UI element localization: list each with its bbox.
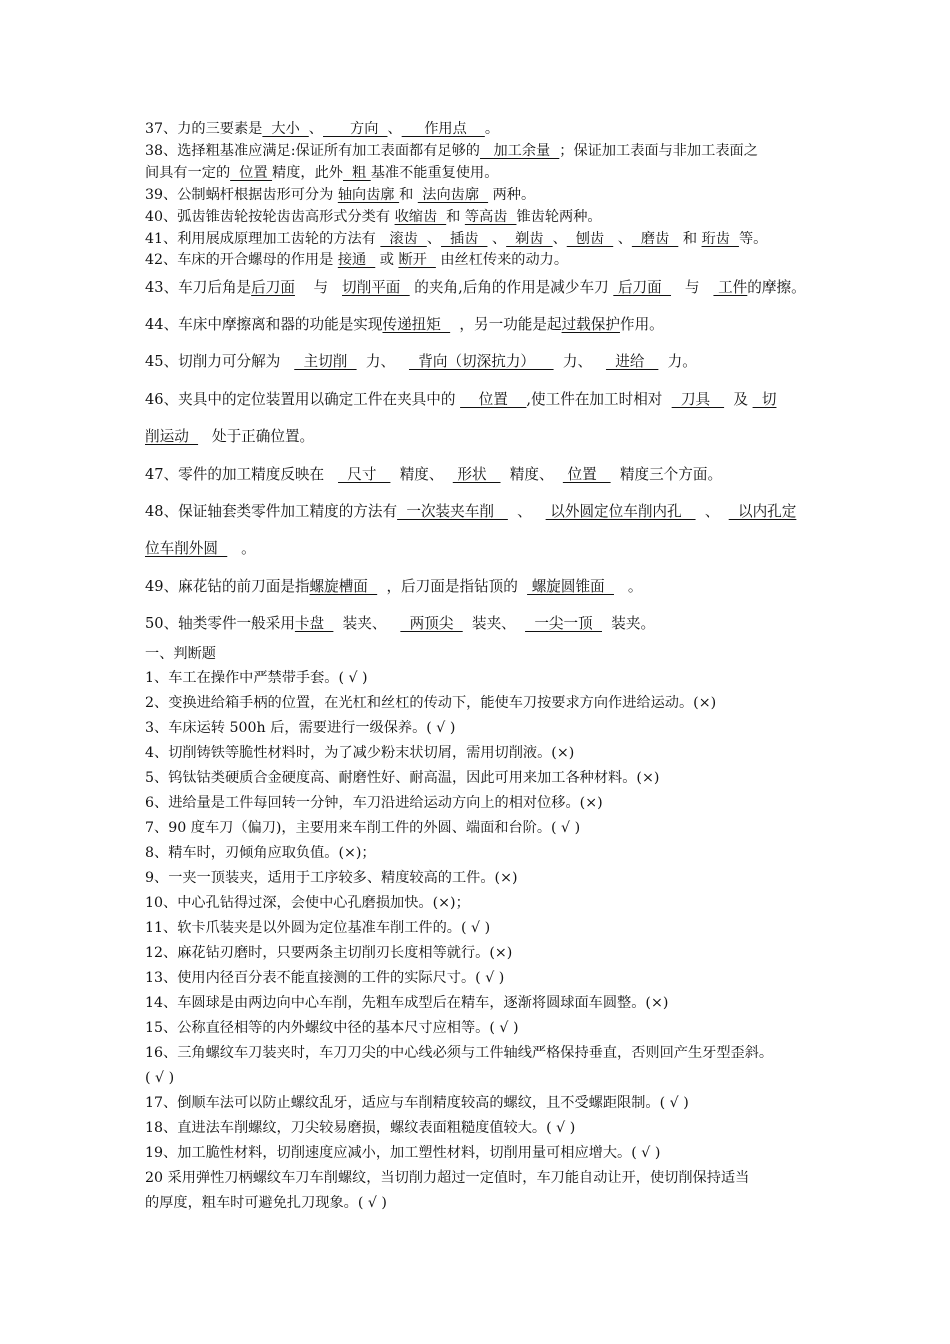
text-line [145, 163, 865, 183]
text-segment: 和 [678, 231, 702, 247]
text-segment: ，另一功能是起 [450, 316, 562, 333]
text-line [145, 119, 865, 139]
text-segment: 装夹、 [462, 615, 526, 632]
text-segment: 14、车圆球是由两边向中心车削，先粗车成型后在精车，逐渐将圆球面车圆整。(×) [145, 995, 669, 1011]
answer-blank: 后刀面 [613, 279, 672, 296]
text-segment: 及 [724, 391, 753, 408]
answer-blank: 两顶尖 [400, 615, 463, 632]
text-segment: 13、使用内径百分表不能直接测的工件的实际尺寸。( √ ) [145, 970, 505, 986]
text-segment: 、 [507, 503, 546, 520]
text-segment: 48、保证轴套类零件加工精度的方法有 [145, 503, 398, 520]
text-segment: 精度、 [500, 466, 563, 483]
text-segment: 。 [484, 121, 500, 137]
text-line [145, 427, 865, 447]
text-segment: 由丝杠传来的动力。 [435, 252, 569, 268]
text-segment: 1、车工在操作中严禁带手套。( √ ) [145, 670, 368, 686]
answer-blank: 珩齿 [701, 231, 739, 247]
text-line [145, 278, 865, 298]
text-line [145, 390, 865, 410]
text-segment: ；保证加工表面与非加工表面之 [559, 143, 758, 159]
text-line [145, 868, 865, 888]
text-segment: 7、90 度车刀（偏刀)，主要用来车削工件的外圆、端面和台阶。( √ ) [145, 820, 581, 836]
answer-blank: 削运动 [145, 428, 199, 445]
text-segment: 40、弧齿锥齿轮按轮齿齿高形式分类有 [145, 209, 395, 225]
answer-blank: 接通 [337, 252, 376, 268]
text-line [145, 229, 865, 249]
text-line [145, 352, 865, 372]
text-segment: 50、轴类零件一般采用 [145, 615, 295, 632]
text-segment: 49、麻花钻的前刀面是指 [145, 578, 310, 595]
text-segment: 4、切削铸铁等脆性材料时，为了减少粉末状切屑，需用切削液。(×) [145, 745, 575, 761]
text-line [145, 185, 865, 205]
text-line [145, 893, 865, 913]
text-segment: 17、倒顺车法可以防止螺纹乱牙，适应与车削精度较高的螺纹，且不受螺距限制。( √ ) [145, 1095, 689, 1111]
text-segment: 力、 [356, 353, 409, 370]
answer-blank: 大小 [262, 121, 309, 137]
answer-blank: 位置 [562, 466, 611, 483]
answer-blank: 以外圆定位车削内孔 [545, 503, 696, 520]
text-segment: 5、钨钛钴类硬质合金硬度高、耐磨性好、耐高温，因此可用来加工各种材料。(×) [145, 770, 660, 786]
text-line [145, 1193, 865, 1213]
text-line [145, 614, 865, 634]
text-line [145, 1118, 865, 1138]
text-line [145, 1018, 865, 1038]
text-segment: 16、三角螺纹车刀装夹时，车刀刀尖的中心线必须与工件轴线严格保持垂直，否则回产生牙型歪斜。 [145, 1045, 774, 1061]
text-segment: 、 [552, 231, 567, 247]
text-segment: 、 [426, 231, 442, 247]
text-line [145, 644, 865, 664]
text-segment: 47、零件的加工精度反映在 [145, 466, 339, 483]
answer-blank: 后刀面 [251, 279, 295, 296]
text-line [145, 250, 865, 270]
answer-blank: 刀具 [671, 391, 725, 408]
text-segment: 3、车床运转 500h 后，需要进行一级保养。( √ ) [145, 720, 456, 736]
answer-blank: 位车削外圆 [145, 540, 228, 557]
text-segment: 、 [613, 231, 632, 247]
answer-blank: 插齿 [441, 231, 488, 247]
text-segment: 和 [446, 209, 465, 225]
answer-blank: 螺旋槽面 [309, 578, 378, 595]
answer-blank: 收缩齿 [394, 209, 447, 225]
text-segment: 。 [613, 578, 643, 595]
text-line [145, 1168, 865, 1188]
text-line [145, 918, 865, 938]
answer-blank: 主切削 [294, 353, 357, 370]
text-segment: 42、车床的开合螺母的作用是 [145, 252, 338, 268]
text-segment: 10、中心孔钻得过深，会使中心孔磨损加快。(×)； [145, 895, 470, 911]
text-segment: 15、公称直径相等的内外螺纹中径的基本尺寸应相等。( √ ) [145, 1020, 519, 1036]
text-line [145, 207, 865, 227]
text-line [145, 718, 865, 738]
answer-blank: 剃齿 [506, 231, 553, 247]
text-segment: 37、力的三要素是 [145, 121, 263, 137]
text-segment: 20 采用弹性刀柄螺纹车刀车削螺纹，当切削力超过一定值时，车刀能自动让开，使切削保持适当 [145, 1170, 750, 1186]
text-segment: 处于正确位置。 [198, 428, 315, 445]
text-segment: 作用。 [619, 316, 664, 333]
answer-blank: 传递扭矩 [382, 316, 451, 333]
text-segment: 的夹角,后角的作用是减少车刀 [409, 279, 614, 296]
answer-blank: 加工余量 [479, 143, 560, 159]
text-line [145, 577, 865, 597]
text-line [145, 843, 865, 863]
text-segment: 间具有一定的 [145, 165, 231, 181]
text-segment: 力。 [658, 353, 697, 370]
answer-blank: 尺寸 [338, 466, 391, 483]
answer-blank: 进给 [605, 353, 659, 370]
text-segment: 装夹、 [333, 615, 401, 632]
answer-blank: 螺旋圆锥面 [527, 578, 614, 595]
text-line [145, 743, 865, 763]
answer-blank: 滚齿 [380, 231, 427, 247]
text-segment: ,使工件在加工时相对 [526, 391, 672, 408]
text-line [145, 539, 865, 559]
answer-blank: 一尖一顶 [525, 615, 602, 632]
text-segment: 8、精车时，刃倾角应取负值。(×)； [145, 845, 376, 861]
text-segment: 基准不能重复使用。 [370, 165, 499, 181]
text-segment: 46、夹具中的定位装置用以确定工件在夹具中的 [145, 391, 461, 408]
text-segment: 精度，此外 [272, 165, 343, 181]
text-segment: 装夹。 [602, 615, 656, 632]
answer-blank: 位置 [460, 391, 527, 408]
answer-blank: 以内孔定 [728, 503, 797, 520]
text-line [145, 793, 865, 813]
text-segment: 精度、 [390, 466, 453, 483]
text-segment: 39、公制蜗杆根据齿形可分为 [145, 187, 338, 203]
text-line [145, 315, 865, 335]
text-segment: 两种。 [488, 187, 536, 203]
answer-blank: 轴向齿廓 [337, 187, 400, 203]
text-line [145, 693, 865, 713]
answer-blank: 位置 [230, 165, 273, 181]
text-line [145, 968, 865, 988]
text-segment: 和 [399, 187, 418, 203]
text-line [145, 141, 865, 161]
text-segment: 与 [671, 279, 714, 296]
text-line [145, 668, 865, 688]
answer-blank: 形状 [452, 466, 501, 483]
text-segment: 、 [695, 503, 729, 520]
text-line [145, 943, 865, 963]
text-segment: 精度三个方面。 [610, 466, 723, 483]
answer-blank: 背向（切深抗力） [408, 353, 554, 370]
text-segment: 锥齿轮两种。 [516, 209, 602, 225]
answer-blank: 等高齿 [464, 209, 517, 225]
answer-blank: 一次装夹车削 [397, 503, 508, 520]
answer-blank: 切削平面 [342, 279, 410, 296]
answer-blank: 粗 [343, 165, 371, 181]
text-segment: 一、判断题 [145, 646, 216, 662]
text-segment: 38、选择粗基准应满足:保证所有加工表面都有足够的 [145, 143, 480, 159]
answer-blank: 工件 [713, 279, 748, 296]
answer-blank: 断开 [398, 252, 436, 268]
text-segment: 9、一夹一顶装夹，适用于工序较多、精度较高的工件。(×) [145, 870, 518, 886]
text-line [145, 993, 865, 1013]
text-segment: 等。 [738, 231, 768, 247]
text-line [145, 1068, 865, 1088]
text-segment: 41、利用展成原理加工齿轮的方法有 [145, 231, 381, 247]
text-segment: 12、麻花钻刃磨时，只要两条主切削刃长度相等就行。(×) [145, 945, 513, 961]
text-segment: 6、进给量是工件每回转一分钟，车刀沿进给运动方向上的相对位移。(×) [145, 795, 603, 811]
answer-blank: 磨齿 [631, 231, 679, 247]
text-line [145, 768, 865, 788]
answer-blank: 卡盘 [294, 615, 334, 632]
text-segment: 、 [308, 121, 323, 137]
text-segment: 。 [227, 540, 256, 557]
text-segment: 43、车刀后角是 [145, 279, 252, 296]
text-segment: 19、加工脆性材料，切削速度应减小，加工塑性材料，切削用量可相应增大。( √ ) [145, 1145, 661, 1161]
text-line [145, 1143, 865, 1163]
text-segment: 44、车床中摩擦离和器的功能是实现 [145, 316, 383, 333]
text-segment: 力、 [553, 353, 606, 370]
answer-blank: 法向齿廓 [417, 187, 489, 203]
text-line [145, 1043, 865, 1063]
text-segment: ( √ ) [145, 1070, 175, 1086]
answer-blank: 过载保护 [561, 316, 620, 333]
text-segment: 2、变换进给箱手柄的位置，在光杠和丝杠的传动下，能使车刀按要求方向作进给运动。(×) [145, 695, 717, 711]
text-segment: 的厚度，粗车时可避免扎刀现象。( √ ) [145, 1195, 387, 1211]
text-line [145, 1093, 865, 1113]
text-line [145, 465, 865, 485]
text-segment: 18、直进法车削螺纹，刀尖较易磨损，螺纹表面粗糙度值较大。( √ ) [145, 1120, 576, 1136]
text-segment: 的摩擦。 [747, 279, 806, 296]
text-line [145, 818, 865, 838]
text-segment: 与 [294, 279, 343, 296]
text-line [145, 502, 865, 522]
answer-blank: 方向 [323, 121, 388, 137]
text-segment: 45、切削力可分解为 [145, 353, 295, 370]
answer-blank: 刨齿 [566, 231, 614, 247]
text-segment: 、 [387, 121, 402, 137]
text-segment: 或 [375, 252, 399, 268]
text-segment: 11、软卡爪装夹是以外圆为定位基准车削工件的。( √ ) [145, 920, 491, 936]
answer-blank: 作用点 [401, 121, 485, 137]
text-segment: 、 [487, 231, 507, 247]
text-segment: ，后刀面是指钻顶的 [377, 578, 528, 595]
answer-blank: 切 [752, 391, 777, 408]
